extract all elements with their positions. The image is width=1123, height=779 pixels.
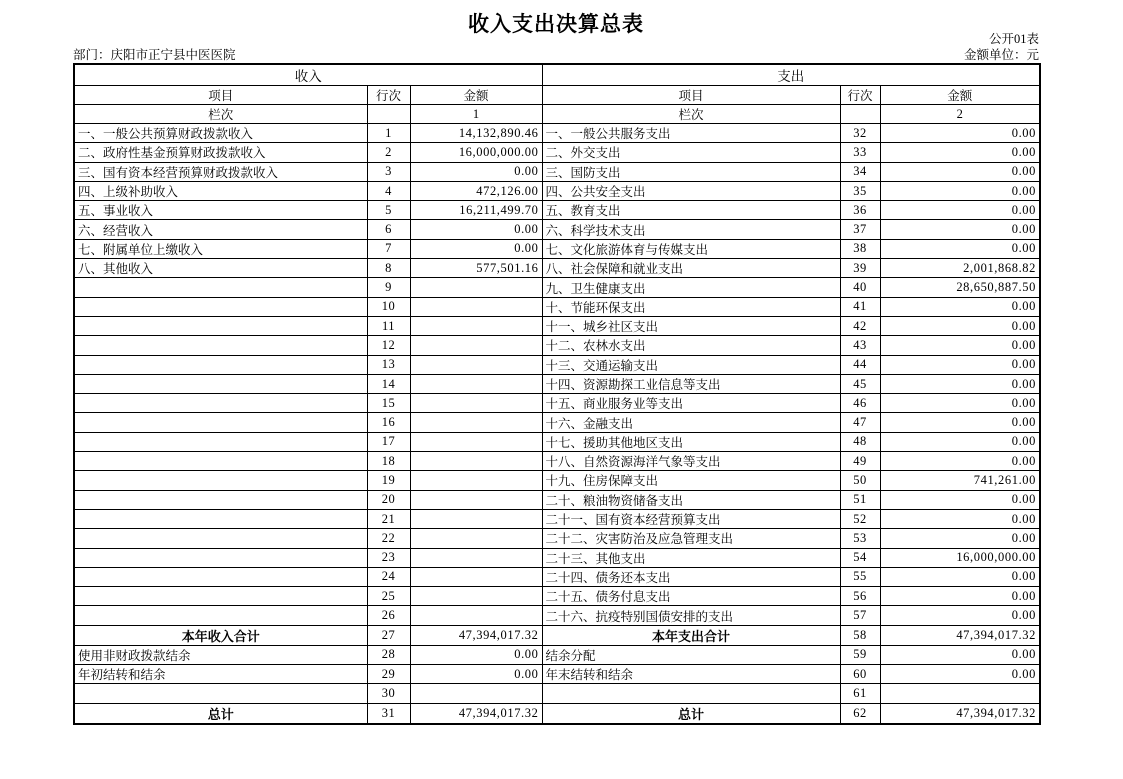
expenditure-rowno-cell: 46 — [840, 394, 880, 413]
expenditure-item-cell: 十四、资源勘探工业信息等支出 — [542, 374, 840, 393]
expenditure-amount-cell: 28,650,887.50 — [880, 278, 1040, 297]
income-amount-cell — [410, 452, 542, 471]
table-row — [74, 413, 1040, 432]
income-amount-cell — [410, 606, 542, 625]
expenditure-rowno-cell: 48 — [840, 432, 880, 451]
expenditure-rowno-cell: 44 — [840, 355, 880, 374]
table-row — [74, 336, 1040, 355]
income-item-cell — [74, 587, 367, 606]
income-item-cell — [74, 471, 367, 490]
table-row — [74, 529, 1040, 548]
table-row — [74, 587, 1040, 606]
expenditure-rowno-cell: 58 — [840, 625, 880, 645]
table-row — [74, 684, 1040, 703]
income-amount-cell — [410, 684, 542, 703]
expenditure-rowno-cell: 53 — [840, 529, 880, 548]
income-rowno-cell: 11 — [367, 316, 410, 335]
table-row — [74, 239, 1040, 258]
expenditure-amount-header: 金额 — [880, 86, 1040, 105]
department-label: 部门：庆阳市正宁县中医医院 — [73, 48, 236, 62]
income-amount-cell: 577,501.16 — [410, 259, 542, 278]
income-amount-cell — [410, 316, 542, 335]
income-amount-cell: 47,394,017.32 — [410, 625, 542, 645]
expenditure-section-header: 支出 — [542, 64, 1040, 86]
expenditure-item-cell: 二十六、抗疫特别国债安排的支出 — [542, 606, 840, 625]
income-item-cell — [74, 394, 367, 413]
income-item-cell — [74, 548, 367, 567]
table-row — [74, 374, 1040, 393]
income-amount-cell: 0.00 — [410, 162, 542, 181]
income-item-cell: 年初结转和结余 — [74, 665, 367, 684]
expenditure-item-cell: 二十二、灾害防治及应急管理支出 — [542, 529, 840, 548]
expenditure-rowno-header: 行次 — [840, 86, 880, 105]
income-column-index: 1 — [410, 105, 542, 124]
expenditure-rowno-cell: 50 — [840, 471, 880, 490]
income-rowno-cell: 15 — [367, 394, 410, 413]
table-row — [74, 259, 1040, 278]
expenditure-item-cell — [542, 684, 840, 703]
income-item-cell: 三、国有资本经营预算财政拨款收入 — [74, 162, 367, 181]
income-rowno-cell: 5 — [367, 201, 410, 220]
expenditure-column-index: 2 — [880, 105, 1040, 124]
income-item-header: 项目 — [74, 86, 367, 105]
expenditure-amount-cell: 0.00 — [880, 645, 1040, 664]
expenditure-amount-cell: 0.00 — [880, 413, 1040, 432]
income-rowno-cell: 18 — [367, 452, 410, 471]
income-item-cell: 五、事业收入 — [74, 201, 367, 220]
income-rowno-cell: 31 — [367, 703, 410, 724]
expenditure-rowno-cell: 41 — [840, 297, 880, 316]
table-row — [74, 278, 1040, 297]
expenditure-item-cell: 五、教育支出 — [542, 201, 840, 220]
expenditure-amount-cell: 0.00 — [880, 509, 1040, 528]
expenditure-amount-cell: 0.00 — [880, 394, 1040, 413]
table-row — [74, 124, 1040, 143]
income-rowno-cell: 8 — [367, 259, 410, 278]
income-amount-cell — [410, 336, 542, 355]
income-amount-cell — [410, 471, 542, 490]
table-row — [74, 394, 1040, 413]
income-item-cell: 一、一般公共预算财政拨款收入 — [74, 124, 367, 143]
table-row — [74, 703, 1040, 724]
expenditure-rowno-cell: 59 — [840, 645, 880, 664]
expenditure-amount-cell: 16,000,000.00 — [880, 548, 1040, 567]
expenditure-rowno-cell: 51 — [840, 490, 880, 509]
table-row — [74, 567, 1040, 586]
expenditure-rowno-cell: 43 — [840, 336, 880, 355]
expenditure-item-cell: 十、节能环保支出 — [542, 297, 840, 316]
income-rowno-cell: 7 — [367, 239, 410, 258]
income-amount-cell — [410, 509, 542, 528]
income-amount-cell — [410, 567, 542, 586]
income-item-cell: 七、附属单位上缴收入 — [74, 239, 367, 258]
table-row — [74, 471, 1040, 490]
expenditure-rowno-cell: 57 — [840, 606, 880, 625]
expenditure-item-cell: 二十五、债务付息支出 — [542, 587, 840, 606]
income-amount-cell — [410, 432, 542, 451]
expenditure-amount-cell: 0.00 — [880, 665, 1040, 684]
income-amount-cell — [410, 529, 542, 548]
expenditure-amount-cell: 0.00 — [880, 181, 1040, 200]
income-amount-cell: 0.00 — [410, 220, 542, 239]
income-rowno-cell: 21 — [367, 509, 410, 528]
table-row — [74, 490, 1040, 509]
report-document — [73, 0, 1039, 725]
expenditure-rowno-cell: 45 — [840, 374, 880, 393]
income-item-cell — [74, 606, 367, 625]
income-amount-cell — [410, 413, 542, 432]
income-rowno-cell: 27 — [367, 625, 410, 645]
expenditure-item-cell: 二十四、债务还本支出 — [542, 567, 840, 586]
expenditure-item-cell: 二十、粮油物资储备支出 — [542, 490, 840, 509]
expenditure-amount-cell: 0.00 — [880, 220, 1040, 239]
income-amount-cell: 16,211,499.70 — [410, 201, 542, 220]
expenditure-amount-cell: 0.00 — [880, 374, 1040, 393]
expenditure-rowno-cell: 40 — [840, 278, 880, 297]
income-amount-cell — [410, 394, 542, 413]
income-item-cell: 四、上级补助收入 — [74, 181, 367, 200]
expenditure-amount-cell: 0.00 — [880, 452, 1040, 471]
expenditure-rowno-cell: 37 — [840, 220, 880, 239]
expenditure-amount-cell: 0.00 — [880, 297, 1040, 316]
table-row — [74, 606, 1040, 625]
expenditure-amount-cell: 0.00 — [880, 567, 1040, 586]
income-item-cell — [74, 316, 367, 335]
expenditure-rowno-cell: 56 — [840, 587, 880, 606]
expenditure-rowno-cell: 32 — [840, 124, 880, 143]
expenditure-rowno-cell: 39 — [840, 259, 880, 278]
income-rowno-cell: 6 — [367, 220, 410, 239]
expenditure-rowno-cell: 35 — [840, 181, 880, 200]
table-row — [74, 201, 1040, 220]
table-row — [74, 452, 1040, 471]
income-rowno-cell: 29 — [367, 665, 410, 684]
income-item-cell — [74, 567, 367, 586]
expenditure-item-cell: 十三、交通运输支出 — [542, 355, 840, 374]
expenditure-item-cell: 十八、自然资源海洋气象等支出 — [542, 452, 840, 471]
expenditure-item-cell: 年末结转和结余 — [542, 665, 840, 684]
expenditure-item-cell: 本年支出合计 — [542, 625, 840, 645]
expenditure-amount-cell: 0.00 — [880, 124, 1040, 143]
income-amount-cell — [410, 548, 542, 567]
expenditure-amount-cell: 741,261.00 — [880, 471, 1040, 490]
income-item-cell: 使用非财政拨款结余 — [74, 645, 367, 664]
expenditure-amount-cell: 0.00 — [880, 606, 1040, 625]
income-rowno-cell: 12 — [367, 336, 410, 355]
income-rowno-cell: 16 — [367, 413, 410, 432]
income-item-cell — [74, 490, 367, 509]
income-rowno-header: 行次 — [367, 86, 410, 105]
income-item-cell — [74, 509, 367, 528]
expenditure-rowno-cell: 61 — [840, 684, 880, 703]
income-amount-cell: 16,000,000.00 — [410, 143, 542, 162]
income-rowno-cell: 28 — [367, 645, 410, 664]
income-rowno-cell: 20 — [367, 490, 410, 509]
expenditure-item-cell: 一、一般公共服务支出 — [542, 124, 840, 143]
income-item-cell — [74, 297, 367, 316]
table-row — [74, 162, 1040, 181]
expenditure-amount-cell: 0.00 — [880, 201, 1040, 220]
page-title: 收入支出决算总表 — [468, 12, 644, 36]
expenditure-amount-cell: 47,394,017.32 — [880, 625, 1040, 645]
budget-summary-table — [73, 63, 1041, 725]
income-item-cell — [74, 374, 367, 393]
expenditure-item-cell: 八、社会保障和就业支出 — [542, 259, 840, 278]
income-rowno-cell: 24 — [367, 567, 410, 586]
expenditure-item-cell: 十七、援助其他地区支出 — [542, 432, 840, 451]
expenditure-amount-cell: 47,394,017.32 — [880, 703, 1040, 724]
expenditure-amount-cell: 0.00 — [880, 490, 1040, 509]
income-rowno-cell: 1 — [367, 124, 410, 143]
expenditure-rowno-cell: 34 — [840, 162, 880, 181]
income-item-cell — [74, 278, 367, 297]
income-amount-cell — [410, 278, 542, 297]
expenditure-amount-cell: 0.00 — [880, 162, 1040, 181]
expenditure-rowno-cell: 62 — [840, 703, 880, 724]
table-row — [74, 509, 1040, 528]
income-rowno-cell: 9 — [367, 278, 410, 297]
income-rowno-cell: 10 — [367, 297, 410, 316]
expenditure-rowno-cell: 36 — [840, 201, 880, 220]
expenditure-item-cell: 结余分配 — [542, 645, 840, 664]
income-item-cell — [74, 684, 367, 703]
expenditure-rowno-cell: 52 — [840, 509, 880, 528]
expenditure-item-cell: 七、文化旅游体育与传媒支出 — [542, 239, 840, 258]
expenditure-amount-cell: 0.00 — [880, 143, 1040, 162]
expenditure-item-cell: 十二、农林水支出 — [542, 336, 840, 355]
section-header-row — [74, 64, 1040, 86]
table-row — [74, 645, 1040, 664]
expenditure-rowno-cell: 33 — [840, 143, 880, 162]
income-rowno-cell: 30 — [367, 684, 410, 703]
expenditure-item-cell: 十九、住房保障支出 — [542, 471, 840, 490]
expenditure-rowno-cell: 55 — [840, 567, 880, 586]
expenditure-amount-cell: 0.00 — [880, 239, 1040, 258]
report-meta — [73, 46, 1039, 63]
table-row — [74, 625, 1040, 645]
income-index-rowno-blank — [367, 105, 410, 124]
table-row — [74, 316, 1040, 335]
income-index-label: 栏次 — [74, 105, 367, 124]
table-row — [74, 220, 1040, 239]
income-rowno-cell: 13 — [367, 355, 410, 374]
income-amount-cell — [410, 587, 542, 606]
income-amount-cell — [410, 355, 542, 374]
income-item-cell: 总计 — [74, 703, 367, 724]
income-rowno-cell: 2 — [367, 143, 410, 162]
expenditure-item-header: 项目 — [542, 86, 840, 105]
income-rowno-cell: 23 — [367, 548, 410, 567]
expenditure-index-rowno-blank — [840, 105, 880, 124]
table-row — [74, 665, 1040, 684]
expenditure-rowno-cell: 47 — [840, 413, 880, 432]
expenditure-amount-cell: 0.00 — [880, 316, 1040, 335]
income-amount-cell — [410, 490, 542, 509]
expenditure-rowno-cell: 49 — [840, 452, 880, 471]
income-item-cell — [74, 432, 367, 451]
expenditure-rowno-cell: 42 — [840, 316, 880, 335]
column-header-row — [74, 86, 1040, 105]
expenditure-item-cell: 六、科学技术支出 — [542, 220, 840, 239]
income-rowno-cell: 3 — [367, 162, 410, 181]
income-rowno-cell: 22 — [367, 529, 410, 548]
expenditure-amount-cell: 2,001,868.82 — [880, 259, 1040, 278]
income-item-cell — [74, 355, 367, 374]
expenditure-item-cell: 三、国防支出 — [542, 162, 840, 181]
income-amount-cell: 0.00 — [410, 645, 542, 664]
income-item-cell: 二、政府性基金预算财政拨款收入 — [74, 143, 367, 162]
expenditure-item-cell: 十五、商业服务业等支出 — [542, 394, 840, 413]
expenditure-amount-cell: 0.00 — [880, 336, 1040, 355]
expenditure-index-label: 栏次 — [542, 105, 840, 124]
expenditure-item-cell: 十一、城乡社区支出 — [542, 316, 840, 335]
expenditure-amount-cell: 0.00 — [880, 587, 1040, 606]
income-amount-header: 金额 — [410, 86, 542, 105]
expenditure-rowno-cell: 60 — [840, 665, 880, 684]
income-item-cell: 六、经营收入 — [74, 220, 367, 239]
expenditure-amount-cell: 0.00 — [880, 432, 1040, 451]
expenditure-item-cell: 总计 — [542, 703, 840, 724]
table-row — [74, 355, 1040, 374]
income-amount-cell — [410, 297, 542, 316]
expenditure-item-cell: 九、卫生健康支出 — [542, 278, 840, 297]
table-code: 公开01表 — [988, 32, 1039, 46]
unit-label: 金额单位：元 — [963, 48, 1039, 62]
table-row — [74, 548, 1040, 567]
income-rowno-cell: 26 — [367, 606, 410, 625]
income-amount-cell — [410, 374, 542, 393]
income-item-cell — [74, 336, 367, 355]
income-amount-cell: 47,394,017.32 — [410, 703, 542, 724]
expenditure-item-cell: 二十三、其他支出 — [542, 548, 840, 567]
column-index-row — [74, 105, 1040, 124]
income-item-cell — [74, 452, 367, 471]
table-row — [74, 181, 1040, 200]
income-rowno-cell: 4 — [367, 181, 410, 200]
expenditure-item-cell: 二、外交支出 — [542, 143, 840, 162]
expenditure-item-cell: 二十一、国有资本经营预算支出 — [542, 509, 840, 528]
income-item-cell: 八、其他收入 — [74, 259, 367, 278]
expenditure-rowno-cell: 38 — [840, 239, 880, 258]
income-item-cell — [74, 529, 367, 548]
income-amount-cell: 0.00 — [410, 239, 542, 258]
expenditure-item-cell: 十六、金融支出 — [542, 413, 840, 432]
income-rowno-cell: 25 — [367, 587, 410, 606]
income-rowno-cell: 19 — [367, 471, 410, 490]
expenditure-item-cell: 四、公共安全支出 — [542, 181, 840, 200]
income-amount-cell: 0.00 — [410, 665, 542, 684]
income-amount-cell: 472,126.00 — [410, 181, 542, 200]
income-item-cell — [74, 413, 367, 432]
income-rowno-cell: 14 — [367, 374, 410, 393]
expenditure-amount-cell: 0.00 — [880, 355, 1040, 374]
table-row — [74, 297, 1040, 316]
expenditure-rowno-cell: 54 — [840, 548, 880, 567]
income-item-cell: 本年收入合计 — [74, 625, 367, 645]
income-amount-cell: 14,132,890.46 — [410, 124, 542, 143]
expenditure-amount-cell: 0.00 — [880, 529, 1040, 548]
table-row — [74, 143, 1040, 162]
expenditure-amount-cell — [880, 684, 1040, 703]
income-rowno-cell: 17 — [367, 432, 410, 451]
table-row — [74, 432, 1040, 451]
income-section-header: 收入 — [74, 64, 542, 86]
